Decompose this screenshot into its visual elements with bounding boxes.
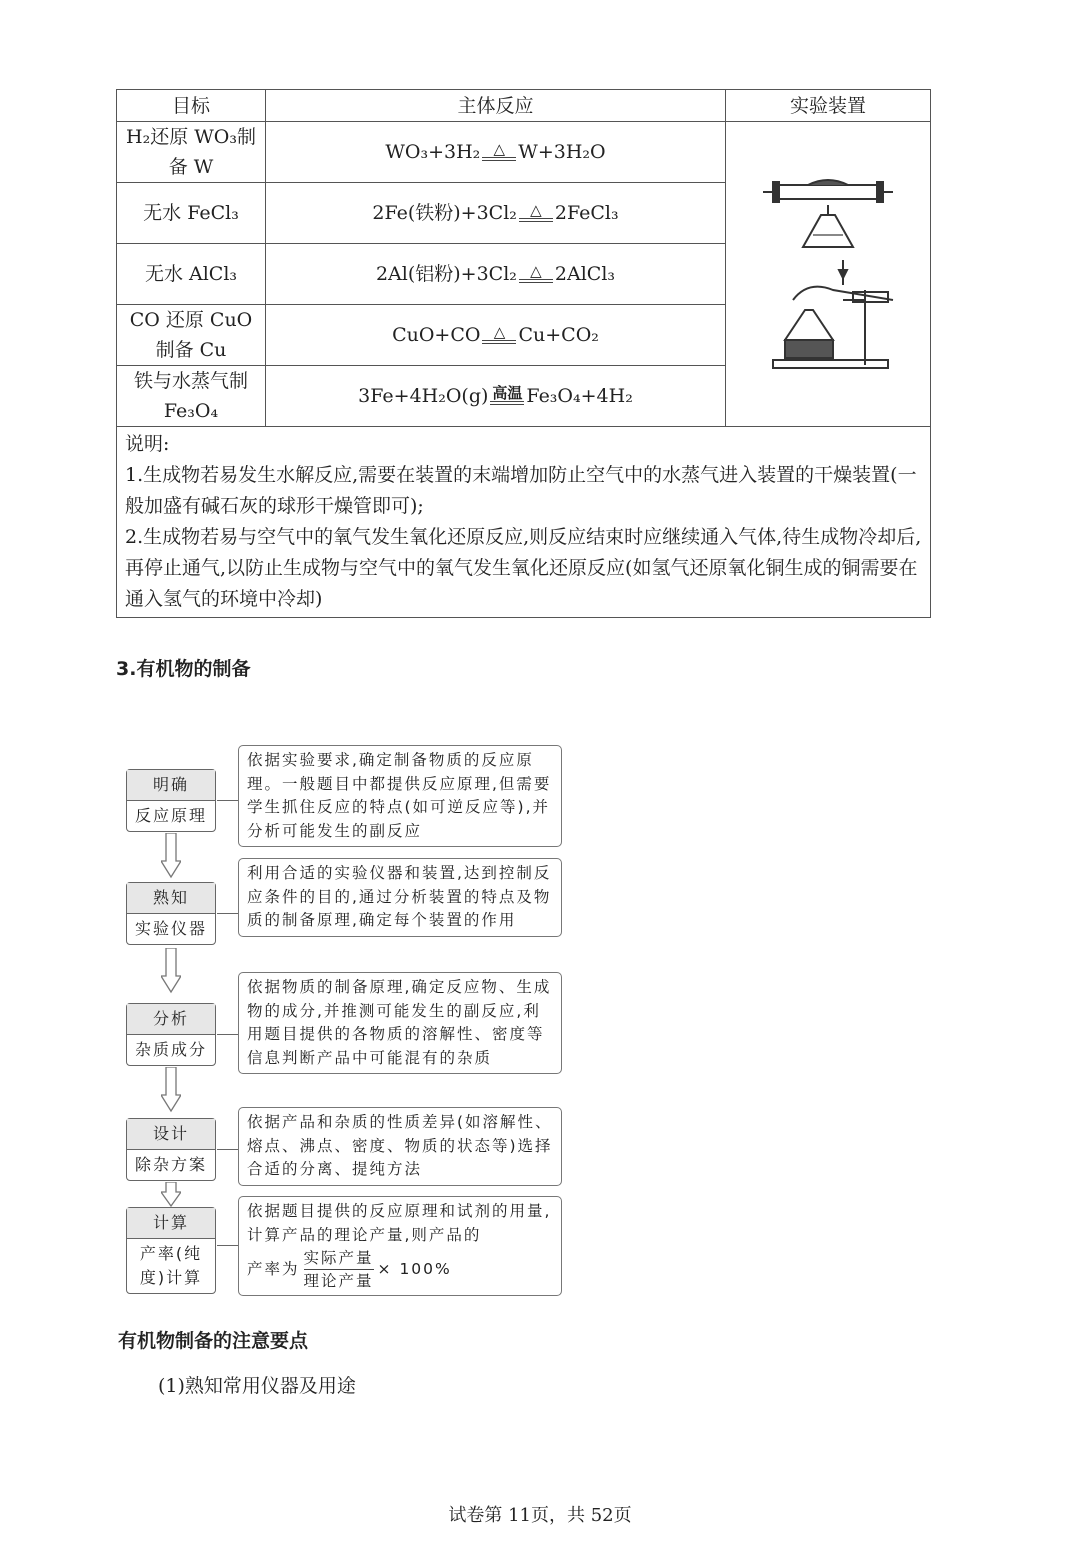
- down-arrow-icon: [161, 1067, 181, 1113]
- section-title: 3.有机物的制备: [116, 658, 251, 680]
- list-item: (1)熟知常用仪器及用途: [158, 1375, 356, 1397]
- note-2: 2.生成物若易与空气中的氧气发生氧化还原反应,则反应结束时应继续通入气体,待生成物冷却后,再停止通气,以防止生成物与空气中的氧气发生氧化还原反应(如氢气还原氧化铜生成的铜需要在通入氢气的环境中冷却): [125, 526, 922, 610]
- row-equation: 2Fe(铁粉)+3Cl₂ △ 2FeCl₃: [266, 183, 726, 244]
- flow-step-4: 设计 除杂方案: [126, 1118, 216, 1181]
- flow-step-1: 明确 反应原理: [126, 769, 216, 832]
- apparatus-illustration: [753, 160, 903, 380]
- flow-desc-2: 利用合适的实验仪器和装置,达到控制反应条件的目的,通过分析装置的特点及物质的制备原理,确定每个装置的作用: [238, 858, 562, 937]
- note-1: 1.生成物若易发生水解反应,需要在装置的末端增加防止空气中的水蒸气进入装置的干燥装置(一般加盛有碱石灰的球形干燥管即可);: [125, 464, 917, 517]
- row-goal: 无水 AlCl₃: [117, 244, 266, 305]
- flowchart: [123, 745, 558, 1305]
- notes-cell: [117, 427, 931, 618]
- subheading: 有机物制备的注意要点: [118, 1330, 309, 1352]
- row-goal: H₂还原 WO₃制备 W: [117, 122, 266, 183]
- row-equation: WO₃+3H₂ △ W+3H₂O: [266, 122, 726, 183]
- down-arrow-icon: [161, 948, 181, 994]
- down-arrow-icon: [161, 1182, 181, 1208]
- notes-title: 说明:: [125, 433, 170, 455]
- flow-step-3: 分析 杂质成分: [126, 1003, 216, 1066]
- row-goal: 铁与水蒸气制 Fe₃O₄: [117, 366, 266, 427]
- flow-desc-5: 依据题目提供的反应原理和试剂的用量,计算产品的理论产量,则产品的 产率为 $\frac{\text{实际产量}}{\text{理论产量}}$ × 100%: [238, 1196, 562, 1296]
- down-arrow-icon: [161, 833, 181, 879]
- row-goal: 无水 FeCl₃: [117, 183, 266, 244]
- flow-step-2: 熟知 实验仪器: [126, 882, 216, 945]
- flow-desc-1: 依据实验要求,确定制备物质的反应原理。一般题目中都提供反应原理,但需要学生抓住反应的特点(如可逆反应等),并分析可能发生的副反应: [238, 745, 562, 847]
- flow-step-5: 计算 产率(纯度)计算: [126, 1207, 216, 1294]
- row-equation: CuO+CO △ Cu+CO₂: [266, 305, 726, 366]
- page-footer: 试卷第 11页，共 52页: [448, 1505, 632, 1526]
- flow-desc-3: 依据物质的制备原理,确定反应物、生成物的成分,并推测可能发生的副反应,利用题目提供的各物质的溶解性、密度等信息判断产品中可能混有的杂质: [238, 972, 562, 1074]
- apparatus-figure: [726, 122, 931, 427]
- row-equation: 2Al(铝粉)+3Cl₂ △ 2AlCl₃: [266, 244, 726, 305]
- header-goal: 目标: [117, 90, 266, 122]
- row-equation: 3Fe+4H₂O(g) 高温 Fe₃O₄+4H₂: [266, 366, 726, 427]
- header-apparatus: 实验装置: [726, 90, 931, 122]
- yield-fraction: $\frac{\text{实际产量}}{\text{理论产量}}$: [303, 1249, 374, 1290]
- flow-desc-4: 依据产品和杂质的性质差异(如溶解性、熔点、沸点、密度、物质的状态等)选择合适的分离、提纯方法: [238, 1107, 562, 1186]
- row-goal: CO 还原 CuO 制备 Cu: [117, 305, 266, 366]
- header-reaction: 主体反应: [266, 90, 726, 122]
- reaction-table: [116, 89, 931, 618]
